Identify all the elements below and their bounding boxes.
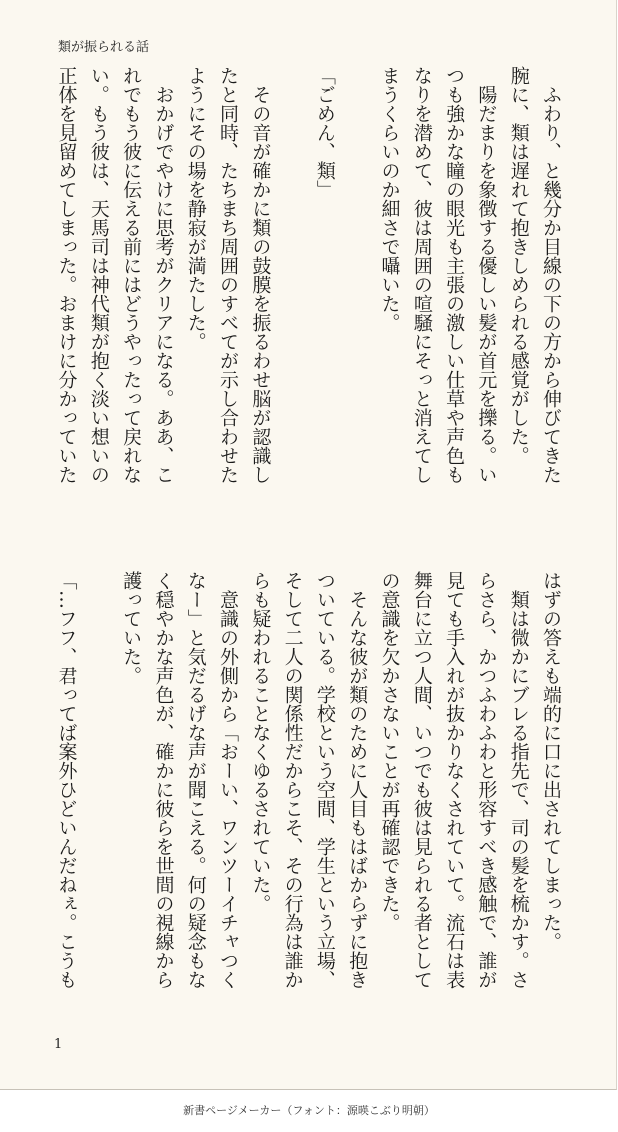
text-line: 腕に、類は遅れて抱きしめられる感覚がした。 (507, 66, 530, 465)
text-line: 見ても手入れが抜かりなくされていて。流石は表 (443, 571, 466, 989)
chapter-title: 類が振られる話 (58, 40, 150, 55)
text-line: い。もう彼は、天馬司は神代類が抱く淡い想いの (87, 66, 110, 484)
text-line: なりを潜めて、彼は周囲の喧騒にそっと消えてし (410, 66, 433, 484)
text-line: そんな彼が類のために人目もはばからずに抱き (346, 571, 369, 989)
text-line (276, 66, 308, 522)
text-line: 意識の外側から「おーい、ワンツーイチャつく (217, 571, 240, 989)
text-line: 「ごめん、類」 (313, 66, 336, 199)
text-line: らさら、かつふわふわと形容すべき感触で、誰が (475, 571, 498, 989)
text-line: 護っていた。 (120, 571, 143, 685)
text-line: 陽だまりを象徴する優しい髪が首元を擽る。い (475, 66, 498, 484)
text-line: 類は微かにブレる指先で、司の髪を梳かす。さ (507, 571, 530, 989)
text-line: く穏やかな声色が、確かに彼らを世間の視線から (152, 571, 175, 989)
text-column-block-top (50, 66, 567, 522)
text-line: つも強かな瞳の眼光も主張の激しい仕草や声色も (443, 66, 466, 484)
text-line: ついている。学校という空間、学生という立場、 (313, 571, 336, 989)
text-line: ようにその場を静寂が満たした。 (184, 66, 207, 351)
footer-credit: 新書ページメーカー（フォント：源暎こぶり明朝） (183, 1104, 435, 1117)
text-line: 「…フフ、君ってば案外ひどいんだねぇ。こうも (55, 571, 78, 989)
text-line: れでもう彼に伝える前にはどうやったって戻れな (120, 66, 143, 484)
text-line (83, 571, 115, 1027)
text-line (341, 66, 373, 522)
text-line: その音が確かに類の鼓膜を振るわせ脳が認識し (249, 66, 272, 484)
text-line: の意識を欠かさないことが再確認できた。 (378, 571, 401, 932)
text-line: 正体を見留めてしまった。おまけに分かっていた (55, 66, 78, 484)
text-line: 舞台に立つ人間、いつでも彼は見られる者として (410, 571, 433, 989)
text-line: ふわり、と幾分か目線の下の方から伸びてきた (540, 66, 562, 484)
text-line: そして二人の関係性だからこそ、その行為は誰か (281, 571, 304, 989)
text-line: らも疑われることなくゆるされていた。 (249, 571, 272, 913)
text-line: なー」と気だるげな声が聞こえる。何の疑念もな (184, 571, 207, 989)
page-number: 1 (54, 1037, 63, 1052)
text-line: おかげでやけに思考がクリアになる。ああ、こ (152, 66, 175, 484)
text-column-block-bottom (50, 571, 567, 1027)
text-line: まうくらいのか細さで囁いた。 (378, 66, 401, 332)
text-line: たと同時、たちまち周囲のすべてが示し合わせた (217, 66, 240, 484)
text-line: はずの答えも端的に口に出されてしまった。 (540, 571, 562, 951)
